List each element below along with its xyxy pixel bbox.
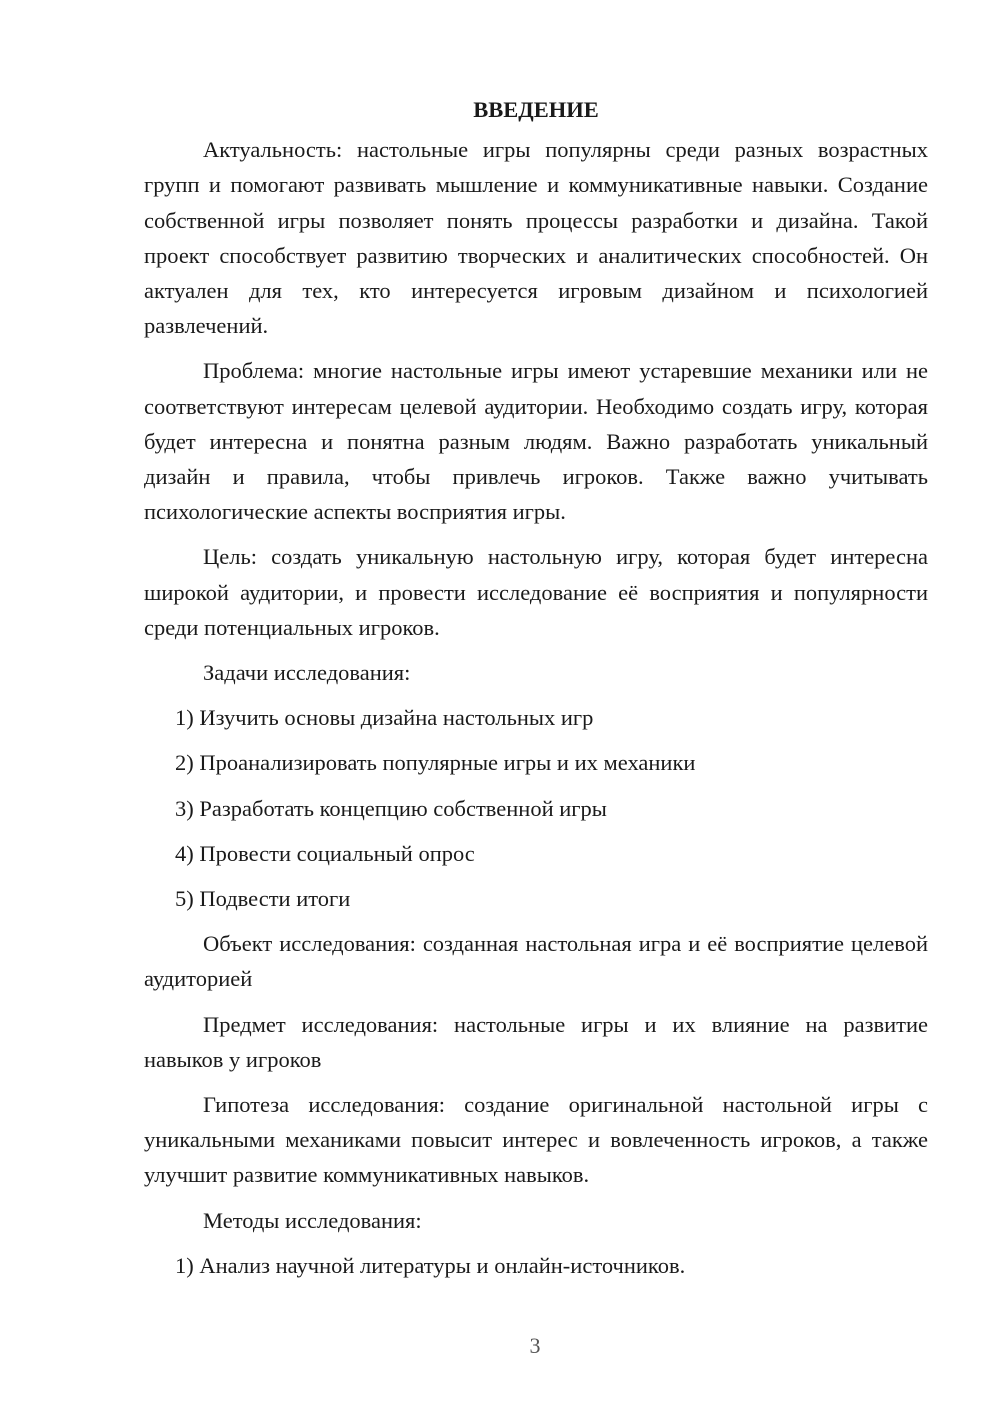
method-item: 1) Анализ научной литературы и онлайн-источников. (175, 1252, 686, 1278)
methods-title: Методы исследования: (203, 1207, 422, 1233)
page-number: 3 (529, 1333, 541, 1358)
methods-list (144, 1248, 928, 1283)
problem-paragraph: Проблема: многие настольные игры имеют устаревшие механики или не соответствуют интересам целевой аудитории. Необходимо создать игру, которая будет интересна и понятна разным людям. Важно разработать уникальный дизайн и правила, чтобы привлечь игроков. Также важно учитывать психологические аспекты восприятия игры. (144, 358, 928, 525)
goal-paragraph: Цель: создать уникальную настольную игру, которая будет интересна широкой аудитории, и провести исследование её восприятия и популярности среди потенциальных игроков. (144, 544, 928, 640)
relevance-paragraph: Актуальность: настольные игры популярны среди разных возрастных групп и помогают развивать мышление и коммуникативные навыки. Создание собственной игры позволяет понять процессы разработки и дизайна. Такой проект способствует развитию творческих и аналитических способностей. Он актуален для тех, кто интересуется игровым дизайном и психологией развлечений. (144, 137, 928, 339)
section-heading: ВВЕДЕНИЕ (473, 97, 599, 122)
task-item: 3) Разработать концепцию собственной игры (175, 795, 607, 821)
tasks-title: Задачи исследования: (203, 660, 411, 686)
subject-paragraph: Предмет исследования: настольные игры и их влияние на развитие навыков у игроков (144, 1011, 928, 1072)
page-content (144, 92, 928, 1293)
task-item: 1) Изучить основы дизайна настольных игр (175, 705, 594, 731)
object-paragraph: Объект исследования: созданная настольная игра и её восприятие целевой аудиторией (144, 931, 928, 992)
task-item: 2) Проанализировать популярные игры и их механики (175, 750, 696, 776)
task-item: 4) Провести социальный опрос (175, 840, 475, 866)
hypothesis-paragraph: Гипотеза исследования: создание оригинальной настольной игры с уникальными механиками повысит интерес и вовлеченность игроков, а также улучшит развитие коммуникативных навыков. (144, 1092, 928, 1188)
task-item: 5) Подвести итоги (175, 886, 351, 912)
tasks-list (144, 700, 928, 916)
